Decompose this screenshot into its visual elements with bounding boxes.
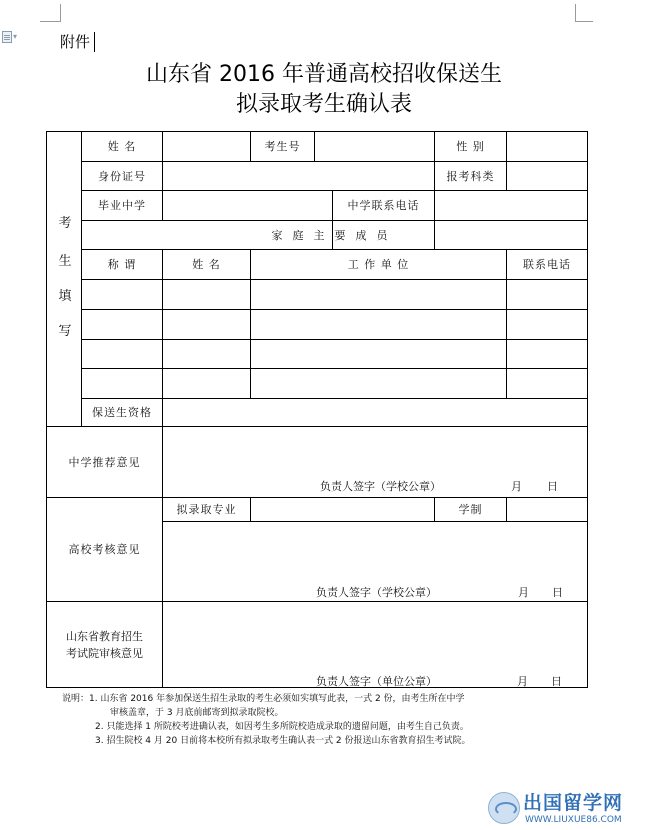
subject-category-field[interactable]	[507, 162, 587, 190]
graduation-school-label: 毕业中学	[98, 199, 146, 212]
text-cursor	[94, 32, 95, 52]
candidate-section-char: 填	[58, 289, 72, 304]
qualification-label: 保送生资格	[92, 406, 152, 419]
graduation-school-field[interactable]	[163, 191, 332, 220]
major-field[interactable]	[251, 498, 434, 521]
provincial-opinion-label	[47, 602, 162, 687]
row-line	[81, 309, 587, 310]
family-phone-header: 联系电话	[523, 258, 571, 271]
provincial-opinion-label-line1: 山东省教育招生	[66, 629, 143, 643]
note-item	[62, 720, 582, 734]
note-item	[62, 706, 582, 720]
month-label: 月	[517, 675, 528, 688]
note-text: 3. 招生院校 4 月 20 日前将本校所有拟录取考生确认表一式 2 份报送山东省教育招生考试院。	[95, 736, 471, 746]
watermark-name: 出国留学网	[523, 792, 624, 814]
family-relation-header: 称 谓	[107, 258, 137, 271]
row-line	[81, 368, 587, 369]
name-field[interactable]	[163, 132, 250, 161]
attachment-label: 附件	[60, 33, 91, 51]
duration-field[interactable]	[507, 498, 587, 521]
major-label: 拟录取专业	[176, 503, 237, 516]
school-phone-label: 中学联系电话	[347, 199, 420, 212]
id-number-label: 身份证号	[98, 169, 146, 183]
watermark-url: WWW.LIUXUE86.COM	[525, 815, 622, 825]
school-signature-label: 负责人签字（学校公章）	[320, 480, 441, 493]
note-item	[62, 692, 582, 706]
note-text: 2. 只能选择 1 所院校考进确认表，如因考生多所院校造成录取的遗留问题，由考生自己负责。	[95, 722, 469, 732]
month-label: 月	[511, 480, 522, 493]
notes-section	[62, 692, 582, 748]
crop-mark-right-v	[575, 4, 576, 21]
candidate-section-char: 写	[58, 324, 72, 339]
exam-number-field[interactable]	[315, 132, 434, 161]
exam-number-label: 考生号	[264, 140, 301, 153]
chevron-down-icon: ▾	[13, 32, 18, 41]
gender-label: 性 别	[456, 140, 485, 153]
school-signature-label: 负责人签字（学校公章）	[316, 586, 437, 599]
family-work-unit-header: 工 作 单 位	[347, 258, 410, 271]
page-subtitle: 拟录取考生确认表	[235, 92, 412, 117]
day-label: 日	[552, 586, 563, 599]
page-title: 山东省 2016 年普通高校招收保送生	[146, 62, 502, 87]
notes-lead: 说明：	[62, 694, 90, 704]
note-text: 1. 山东省 2016 年参加保送生招生录取的考生必须如实填写此表，一式 2 份，由考生所在中学	[89, 694, 465, 704]
family-members-header: 家庭主要成员	[271, 228, 398, 242]
watermark	[488, 790, 648, 830]
day-label: 日	[547, 480, 558, 493]
middle-school-opinion-label: 中学推荐意见	[68, 455, 141, 469]
school-phone-field[interactable]	[435, 191, 587, 220]
candidate-section-char: 生	[58, 254, 72, 269]
gender-field[interactable]	[507, 132, 587, 161]
note-text: 审核盖章，于 3 月底前邮寄到拟录取院校。	[110, 708, 284, 718]
crop-mark-left-v	[60, 4, 61, 21]
globe-icon	[488, 792, 520, 824]
note-item	[62, 734, 582, 748]
name-label: 姓 名	[107, 140, 137, 153]
provincial-opinion-label-line2: 考试院审核意见	[66, 646, 143, 660]
family-name-header: 姓 名	[192, 258, 221, 271]
row-line	[81, 339, 587, 340]
row-line	[162, 521, 587, 522]
row-line	[81, 279, 587, 280]
candidate-section-char: 考	[58, 216, 72, 231]
day-label: 日	[551, 675, 562, 688]
document-icon	[2, 31, 12, 43]
university-opinion-label: 高校考核意见	[68, 543, 141, 556]
crop-mark-left-h	[40, 21, 61, 22]
col-line	[162, 426, 163, 687]
unit-signature-label: 负责人签字（单位公章）	[316, 675, 437, 688]
duration-label: 学制	[458, 503, 483, 516]
subject-category-label: 报考科类	[446, 169, 495, 183]
id-number-field[interactable]	[163, 162, 434, 190]
confirmation-form	[46, 131, 588, 688]
crop-mark-right-h	[575, 21, 593, 22]
qualification-field[interactable]	[163, 399, 587, 426]
month-label: 月	[518, 586, 529, 599]
